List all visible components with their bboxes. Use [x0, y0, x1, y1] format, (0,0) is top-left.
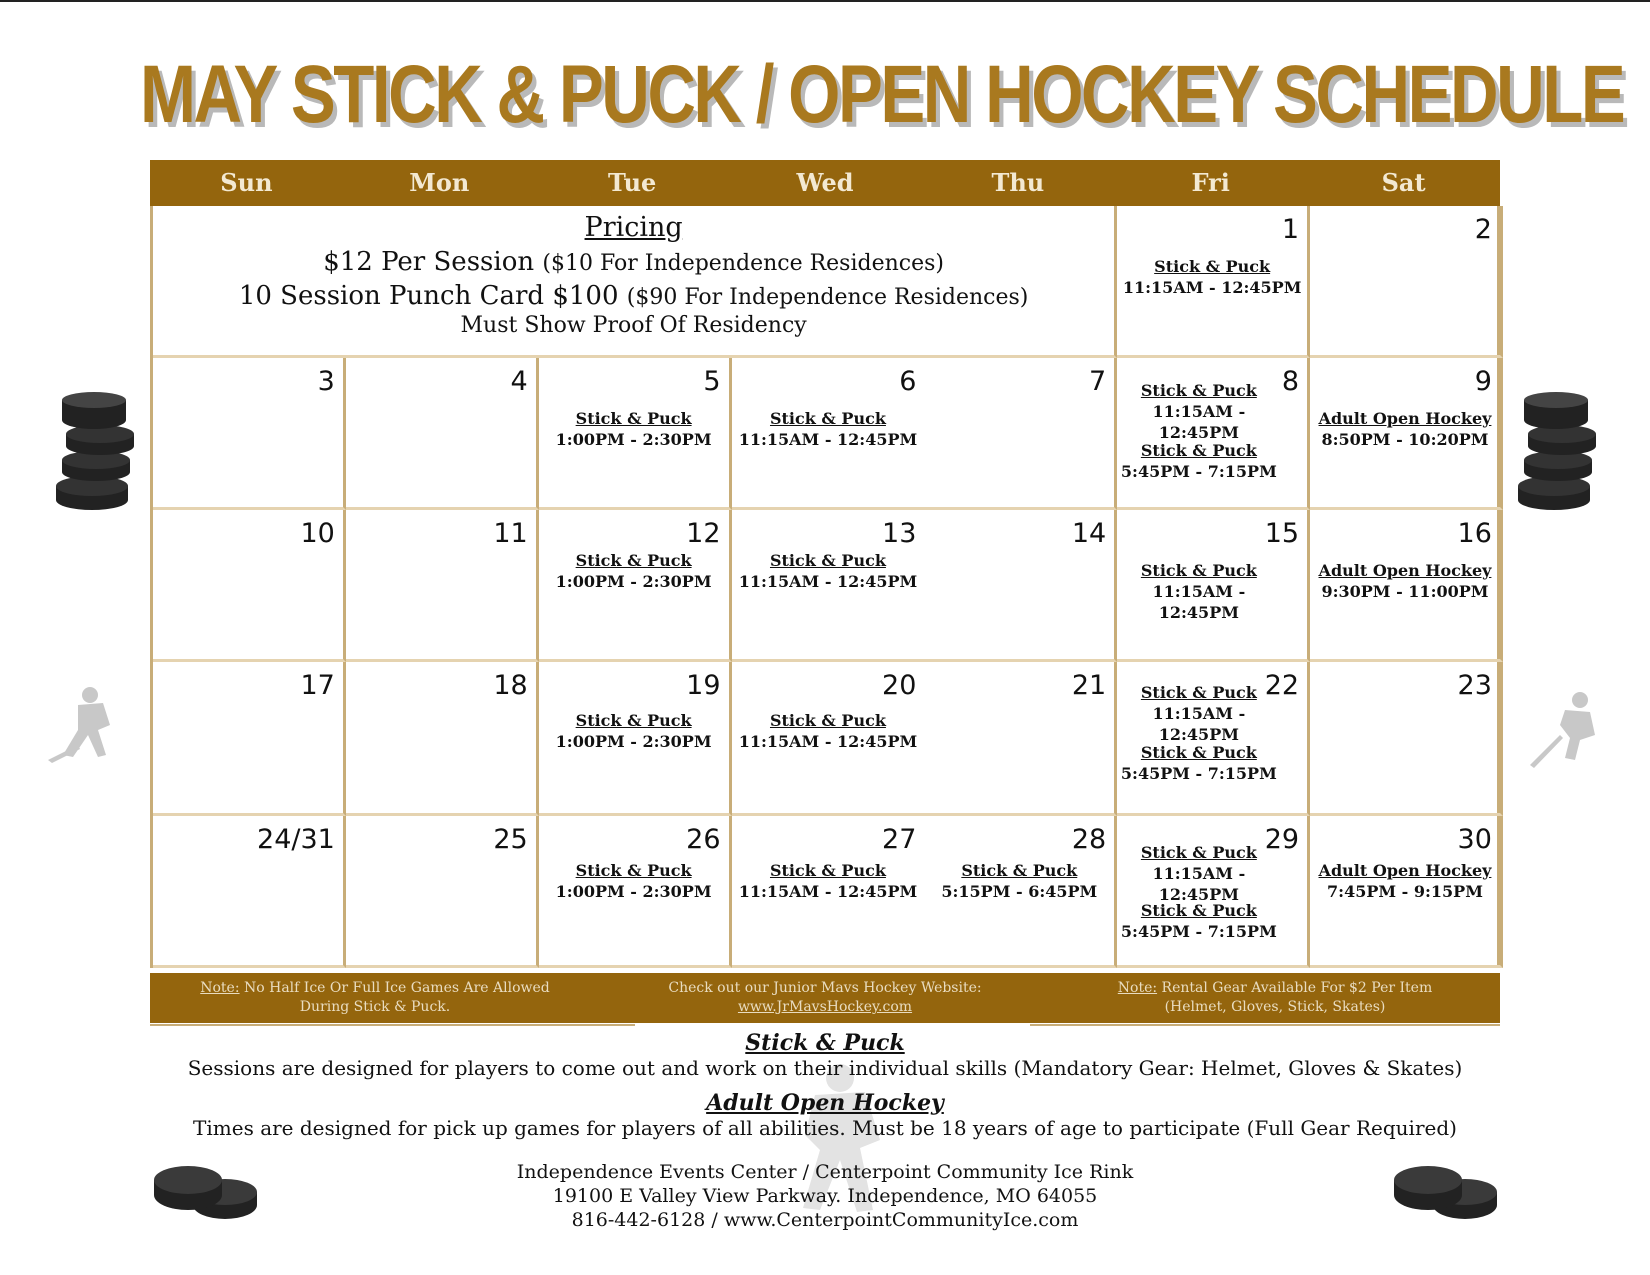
- day-number: 5: [703, 366, 721, 397]
- stick-and-puck-heading: Stick & Puck: [745, 1030, 905, 1056]
- day-cell: [539, 816, 732, 968]
- event: [732, 408, 925, 450]
- event-name: Stick & Puck: [1140, 683, 1257, 702]
- pucks-bottom-left-icon: [150, 1150, 260, 1225]
- event: [732, 710, 925, 752]
- note-text: No Half Ice Or Full Ice Games Are Allowed: [239, 980, 550, 996]
- day-number: 4: [510, 366, 528, 397]
- event-time: 5:45PM - 7:15PM: [1120, 764, 1277, 783]
- day-cell: [732, 358, 925, 510]
- event: [1117, 440, 1280, 482]
- event: [539, 550, 729, 592]
- event-name: Stick & Puck: [1140, 743, 1257, 762]
- address-line-3: 816-442-6128 / www.CenterpointCommunityIce.com: [571, 1209, 1079, 1231]
- event: [539, 408, 729, 450]
- footer-divider: [1030, 1024, 1500, 1026]
- event-name: Stick & Puck: [961, 861, 1078, 880]
- event-name: Stick & Puck: [769, 551, 886, 570]
- event-name: Stick & Puck: [1140, 901, 1257, 920]
- day-number: 17: [300, 670, 335, 701]
- weekday-sat: Sat: [1381, 168, 1426, 197]
- day-cell: [346, 662, 539, 816]
- weekday-fri: Fri: [1191, 168, 1230, 197]
- event-time: 11:15AM - 12:45PM: [1152, 864, 1246, 904]
- event: [1117, 742, 1280, 784]
- event-name: Stick & Puck: [575, 551, 692, 570]
- day-number: 27: [882, 824, 917, 855]
- day-number: 30: [1457, 824, 1492, 855]
- pricing-line-3: Must Show Proof Of Residency: [460, 313, 807, 338]
- day-number: 28: [1071, 824, 1107, 855]
- day-number: 15: [1264, 518, 1300, 549]
- day-cell: [153, 816, 346, 968]
- day-number: 18: [493, 670, 528, 701]
- pricing-line-2: [153, 281, 1114, 311]
- hockey-player-left-icon: [48, 685, 128, 765]
- day-number: 22: [1264, 670, 1300, 701]
- event-name: Stick & Puck: [575, 711, 692, 730]
- event: [732, 860, 925, 902]
- day-number: 21: [1071, 670, 1107, 701]
- day-number: 1: [1281, 214, 1300, 245]
- event: [1117, 900, 1280, 942]
- pricing-line-1-main: $12 Per Session: [323, 247, 543, 277]
- puck-stack-left-icon: [50, 390, 135, 515]
- event-time: 1:00PM - 2:30PM: [555, 732, 712, 751]
- day-cell: [539, 662, 732, 816]
- event-name: Stick & Puck: [1140, 561, 1257, 580]
- event-name: Stick & Puck: [1140, 441, 1257, 460]
- day-cell: [1117, 206, 1310, 358]
- weekday-thu: Thu: [991, 168, 1045, 197]
- weekday-tue: Tue: [607, 168, 657, 197]
- event: [732, 550, 925, 592]
- footer-website: [600, 973, 1050, 1023]
- day-number: 29: [1264, 824, 1300, 855]
- day-cell: [1117, 358, 1310, 510]
- page-title: MAY STICK & PUCK / OPEN HOCKEY SCHEDULE: [140, 49, 1624, 140]
- day-cell: [732, 510, 925, 662]
- day-number: 7: [1089, 366, 1107, 397]
- top-border: [0, 0, 1650, 2]
- event-name: Stick & Puck: [769, 711, 886, 730]
- day-cell: [1117, 510, 1310, 662]
- day-number: 9: [1474, 366, 1492, 397]
- footer-notes-bar: [150, 973, 1500, 1023]
- day-cell: [924, 510, 1117, 662]
- day-cell: [1310, 662, 1503, 816]
- day-number: 20: [882, 670, 917, 701]
- event-name: Stick & Puck: [1154, 257, 1271, 276]
- event-name: Stick & Puck: [1140, 381, 1257, 400]
- day-cell: [346, 358, 539, 510]
- event-time: 11:15AM - 12:45PM: [1122, 278, 1302, 297]
- day-cell: [732, 816, 925, 968]
- day-cell: [1310, 816, 1503, 968]
- website-label: Check out our Junior Mavs Hockey Website:: [668, 980, 982, 996]
- pricing-line-2-main: 10 Session Punch Card $100: [238, 281, 627, 311]
- event: [1117, 842, 1280, 905]
- pucks-bottom-right-icon: [1390, 1150, 1500, 1225]
- day-cell: [924, 662, 1117, 816]
- address-line-2: 19100 E Valley View Parkway. Independence, MO 64055: [552, 1185, 1098, 1207]
- event: [1310, 560, 1500, 602]
- address-block: [500, 1160, 1150, 1232]
- day-cell: [153, 510, 346, 662]
- event-time: 5:45PM - 7:15PM: [1120, 922, 1277, 941]
- event: [1117, 560, 1280, 623]
- pricing-line-1: [153, 247, 1114, 277]
- event: [1117, 380, 1280, 443]
- note-label: Note:: [200, 980, 240, 996]
- event-time: 11:15AM - 12:45PM: [1152, 402, 1246, 442]
- footer-note-rental: [1050, 973, 1500, 1023]
- day-cell: [1310, 510, 1503, 662]
- pricing-line-2-note: ($90 For Independence Residences): [626, 285, 1029, 310]
- event-name: Stick & Puck: [1140, 843, 1257, 862]
- event-time: 8:50PM - 10:20PM: [1321, 430, 1489, 449]
- note-label: Note:: [1117, 980, 1158, 996]
- day-number: 16: [1457, 518, 1492, 549]
- weekday-mon: Mon: [409, 168, 470, 197]
- event-time: 11:15AM - 12:45PM: [1152, 704, 1246, 744]
- day-cell: [924, 358, 1117, 510]
- note-text-2: During Stick & Puck.: [299, 999, 451, 1015]
- day-number: 14: [1071, 518, 1107, 549]
- day-cell: [732, 662, 925, 816]
- event-time: 9:30PM - 11:00PM: [1321, 582, 1489, 601]
- event: [924, 860, 1114, 902]
- event-time: 1:00PM - 2:30PM: [555, 882, 712, 901]
- event: [1117, 682, 1280, 745]
- event-time: 1:00PM - 2:30PM: [555, 572, 712, 591]
- day-number: 10: [300, 518, 335, 549]
- note-text: Rental Gear Available For $2 Per Item: [1157, 980, 1433, 996]
- weekday-wed: Wed: [796, 168, 854, 197]
- adult-open-hockey-text: Times are designed for pick up games for players of all abilities. Must be 18 years of age to participate (Full Gear Required): [193, 1116, 1457, 1140]
- event-time: 1:00PM - 2:30PM: [555, 430, 712, 449]
- calendar: [150, 160, 1500, 968]
- event: [1310, 408, 1500, 450]
- calendar-grid: [150, 206, 1500, 968]
- stick-and-puck-description: [150, 1030, 1500, 1080]
- event-name: Stick & Puck: [769, 409, 886, 428]
- hockey-player-right-icon: [1525, 690, 1605, 770]
- pricing-heading: Pricing: [584, 212, 683, 243]
- day-number: 2: [1474, 214, 1492, 245]
- day-number: 11: [493, 518, 528, 549]
- day-number: 26: [686, 824, 721, 855]
- event: [539, 860, 729, 902]
- pricing-line-1-note: ($10 For Independence Residences): [542, 251, 944, 276]
- event-time: 11:15AM - 12:45PM: [738, 572, 918, 591]
- weekday-sun: Sun: [220, 168, 273, 197]
- day-number: 13: [882, 518, 917, 549]
- day-number: 25: [493, 824, 528, 855]
- event-name: Adult Open Hockey: [1318, 409, 1492, 428]
- puck-stack-right-icon: [1512, 390, 1597, 515]
- day-cell: [1310, 206, 1503, 358]
- day-cell: [539, 358, 732, 510]
- day-cell: [1117, 816, 1310, 968]
- event-time: 5:45PM - 7:15PM: [1120, 462, 1277, 481]
- footer-divider: [150, 1024, 635, 1026]
- event-name: Adult Open Hockey: [1318, 561, 1492, 580]
- event-time: 11:15AM - 12:45PM: [738, 430, 918, 449]
- note-text-2: (Helmet, Gloves, Stick, Skates): [1164, 999, 1386, 1015]
- day-cell: [539, 510, 732, 662]
- day-cell: [153, 662, 346, 816]
- adult-open-hockey-description: [150, 1090, 1500, 1140]
- day-cell: [346, 816, 539, 968]
- event: [1117, 256, 1307, 298]
- day-cell: [1310, 358, 1503, 510]
- event-time: 5:15PM - 6:45PM: [941, 882, 1098, 901]
- event-name: Stick & Puck: [769, 861, 886, 880]
- event: [1310, 860, 1500, 902]
- day-number: 24/31: [257, 824, 335, 855]
- event-time: 11:15AM - 12:45PM: [738, 732, 918, 751]
- pricing-box: [153, 206, 1117, 358]
- event-time: 7:45PM - 9:15PM: [1327, 882, 1483, 901]
- adult-open-hockey-heading: Adult Open Hockey: [706, 1090, 944, 1116]
- day-cell: [1117, 662, 1310, 816]
- event-name: Stick & Puck: [575, 861, 692, 880]
- weekday-header: [150, 160, 1500, 206]
- day-number: 12: [686, 518, 721, 549]
- day-number: 19: [686, 670, 721, 701]
- day-cell: [924, 816, 1117, 968]
- day-number: 8: [1281, 366, 1300, 397]
- day-number: 6: [899, 366, 917, 397]
- address-line-1: Independence Events Center / Centerpoint Community Ice Rink: [516, 1161, 1134, 1183]
- day-number: 3: [317, 366, 335, 397]
- day-cell: [346, 510, 539, 662]
- event-name: Stick & Puck: [575, 409, 692, 428]
- day-number: 23: [1457, 670, 1492, 701]
- stick-and-puck-text: Sessions are designed for players to come out and work on their individual skills (Mandatory Gear: Helmet, Gloves & Skates): [187, 1056, 1463, 1080]
- event-time: 11:15AM - 12:45PM: [1152, 582, 1246, 622]
- website-link[interactable]: www.JrMavsHockey.com: [737, 999, 913, 1015]
- event-name: Adult Open Hockey: [1318, 861, 1492, 880]
- event-time: 11:15AM - 12:45PM: [738, 882, 918, 901]
- footer-note-games: [150, 973, 600, 1023]
- event: [539, 710, 729, 752]
- day-cell: [153, 358, 346, 510]
